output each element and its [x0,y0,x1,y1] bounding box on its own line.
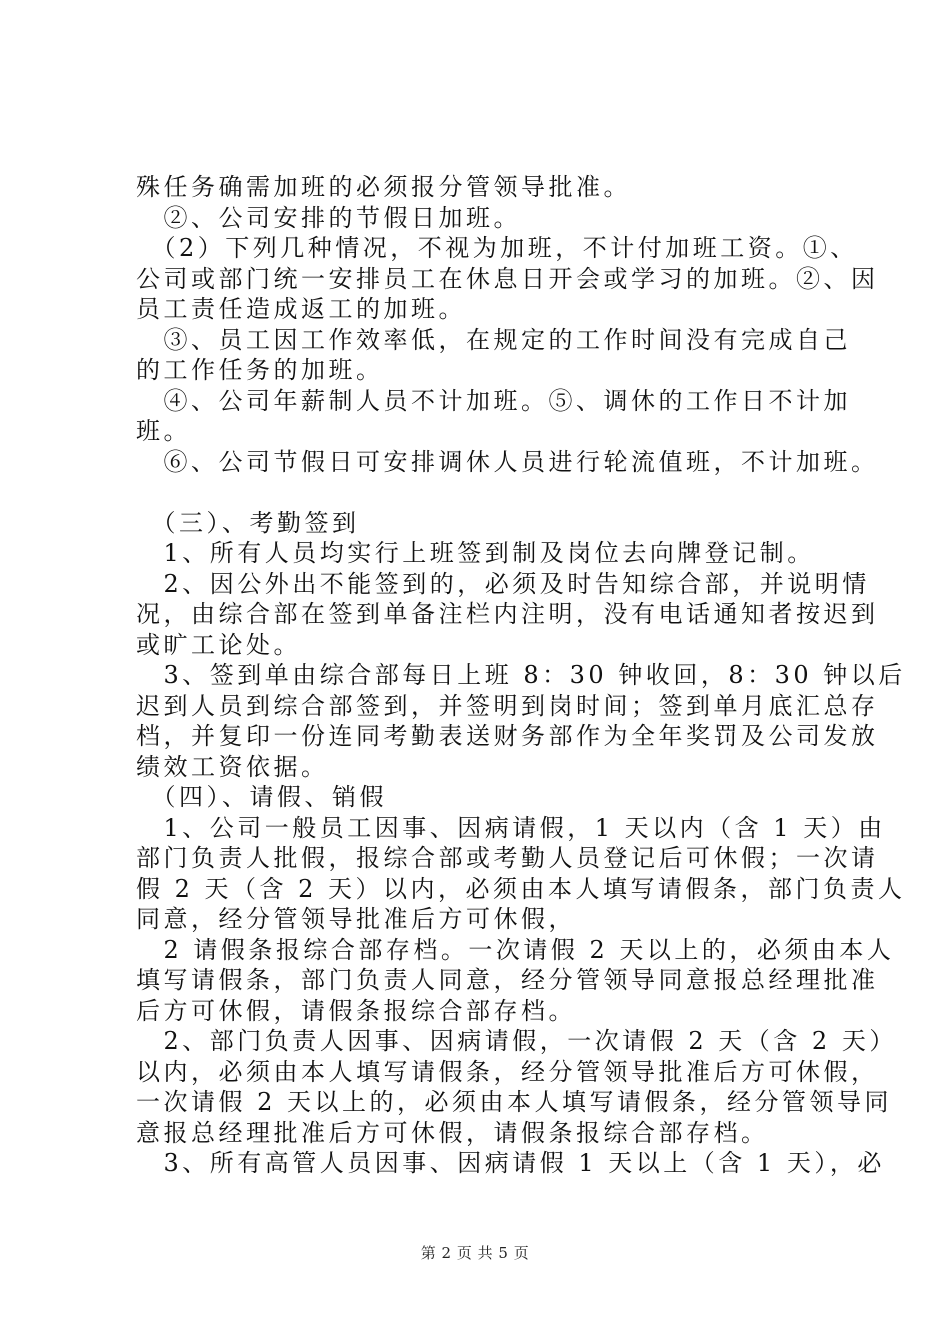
text-line: 后方可休假，请假条报综合部存档。 [136,996,576,1025]
text-line: 2、部门负责人因事、因病请假，一次请假 2 天（含 2 天） [136,1027,897,1055]
text-line: 况，由综合部在签到单备注栏内注明，没有电话通知者按迟到 [136,600,879,628]
text-line: ②、公司安排的节假日加班。 [136,203,521,232]
text-line: （四）、请假、销假 [136,783,387,811]
document-body [136,172,906,1179]
text-line: ③、员工因工作效率低，在规定的工作时间没有完成自己 [136,325,851,354]
text-line: （三）、考勤签到 [136,508,360,537]
text-line: 公司或部门统一安排员工在休息日开会或学习的加班。②、因 [136,264,879,293]
text-line: 迟到人员到综合部签到，并签明到岗时间；签到单月底汇总存 [136,691,879,720]
text-line: 3、所有高管人员因事、因病请假 1 天以上（含 1 天），必 [136,1149,885,1177]
text-line: 班。 [136,417,191,445]
text-line: 员工责任造成返工的加班。 [136,295,466,323]
page-footer: 第 2 页 共 5 页 [420,1244,530,1262]
text-line: 2、因公外出不能签到的，必须及时告知综合部，并说明情 [136,569,870,598]
text-line: 以内，必须由本人填写请假条，经分管领导批准后方可休假， [136,1057,879,1086]
text-line: 或旷工论处。 [136,630,301,659]
text-line: 意报总经理批准后方可休假，请假条报综合部存档。 [136,1118,769,1147]
text-line: 3、签到单由综合部每日上班 8：30 钟收回，8：30 钟以后 [136,661,906,689]
text-line: ④、公司年薪制人员不计加班。⑤、调休的工作日不计加 [136,386,851,415]
text-line: 的工作任务的加班。 [136,356,384,384]
text-line: 1、公司一般员工因事、因病请假，1 天以内（含 1 天）由 [136,813,886,842]
blank-line [136,477,836,508]
text-line: 档，并复印一份连同考勤表送财务部作为全年奖罚及公司发放 [136,722,879,750]
text-line: 一次请假 2 天以上的，必须由本人填写请假条，经分管领导同 [136,1088,893,1116]
text-line: 1、所有人员均实行上班签到制及岗位去向牌登记制。 [136,539,815,567]
text-line: ⑥、公司节假日可安排调休人员进行轮流值班，不计加班。 [136,447,879,476]
text-line: 2 请假条报综合部存档。一次请假 2 天以上的，必须由本人 [136,935,895,964]
text-line: 假 2 天（含 2 天）以内，必须由本人填写请假条，部门负责人 [136,874,906,903]
text-line: 绩效工资依据。 [136,752,329,781]
text-line: 殊任务确需加班的必须报分管领导批准。 [136,173,631,201]
text-line: （2）下列几种情况，不视为加班，不计付加班工资。①、 [136,234,858,262]
text-line: 填写请假条，部门负责人同意，经分管领导同意报总经理批准 [136,966,879,994]
text-line: 同意，经分管领导批准后方可休假， [136,905,576,933]
text-line: 部门负责人批假，报综合部或考勤人员登记后可休假；一次请 [136,844,879,872]
